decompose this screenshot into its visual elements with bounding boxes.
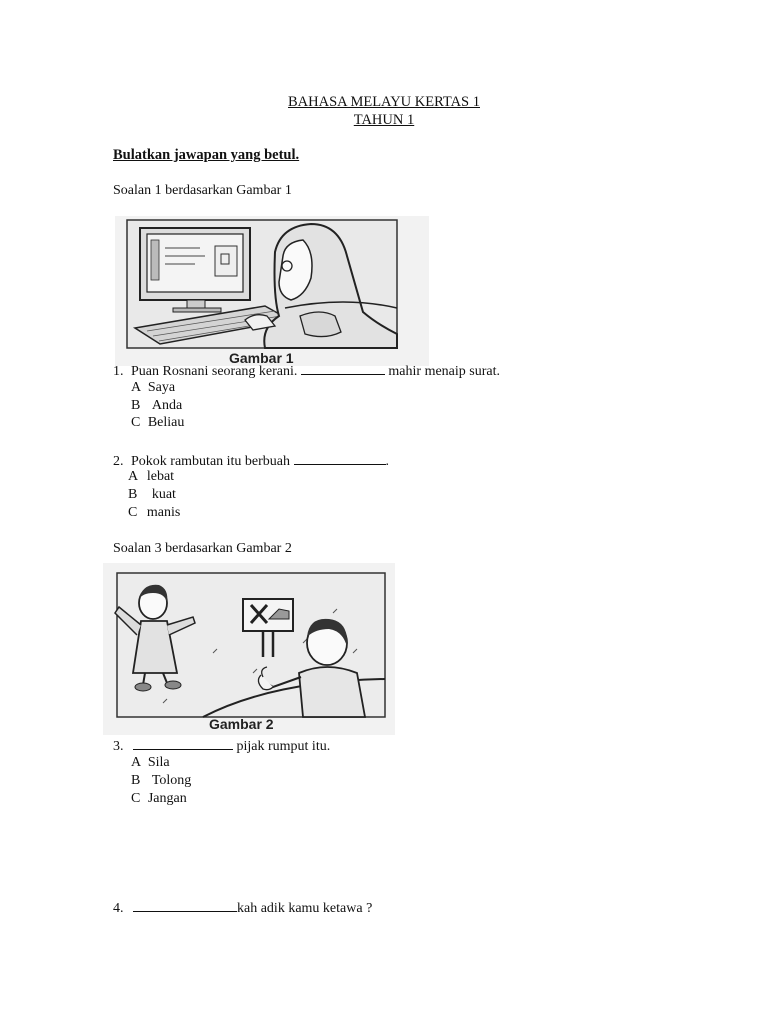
question-number: 4. [113,901,124,916]
option-letter: B [131,773,141,788]
option-letter: A [131,755,141,770]
option-a[interactable] [131,380,175,396]
figure-1-caption: Gambar 1 [229,350,294,366]
question-text: kah adik kamu ketawa ? [237,901,373,916]
section2-intro: Soalan 3 berdasarkan Gambar 2 [113,541,292,556]
option-letter: B [128,487,138,502]
answer-blank [133,899,237,912]
question-3 [113,737,330,755]
question-number: 1. [113,364,124,379]
option-text: Saya [147,380,176,395]
option-text: manis [146,505,181,520]
option-c[interactable] [131,415,184,431]
option-letter: C [128,505,138,520]
question-number: 3. [113,739,124,754]
question-text: Pokok rambutan itu berbuah [131,454,291,469]
question-1 [113,362,500,380]
option-a[interactable] [131,755,170,771]
option-text: Beliau [147,415,185,430]
option-c[interactable] [128,505,180,521]
option-text: Anda [151,398,183,413]
paper-year: TAHUN 1 [353,112,415,128]
question-number: 2. [113,454,124,469]
answer-blank [294,452,386,465]
answer-blank [133,737,233,750]
option-letter: B [131,398,141,413]
option-c[interactable] [131,791,187,807]
question-text: mahir menaip surat. [388,364,500,379]
instruction-text: Bulatkan jawapan yang betul. [113,147,300,163]
option-b[interactable] [128,487,176,503]
option-letter: C [131,791,141,806]
question-4 [113,899,372,917]
option-text: Tolong [151,773,192,788]
question-text: pijak rumput itu. [236,739,331,754]
option-a[interactable] [128,469,174,485]
option-b[interactable] [131,773,191,789]
figure-2-caption: Gambar 2 [209,716,274,732]
figure-1-image [115,216,429,366]
option-b[interactable] [131,398,182,414]
option-text: Sila [147,755,170,770]
paper-title: BAHASA MELAYU KERTAS 1 [288,94,480,110]
section1-intro: Soalan 1 berdasarkan Gambar 1 [113,183,292,198]
option-letter: C [131,415,141,430]
option-letter: A [128,469,138,484]
option-text: kuat [151,487,176,502]
question-2 [113,452,389,470]
question-text: . [385,454,390,469]
option-letter: A [131,380,141,395]
answer-blank [301,362,385,375]
option-text: Jangan [147,791,187,806]
figure-2-image [103,563,395,735]
option-text: lebat [146,469,175,484]
question-text: Puan Rosnani seorang kerani. [131,364,298,379]
